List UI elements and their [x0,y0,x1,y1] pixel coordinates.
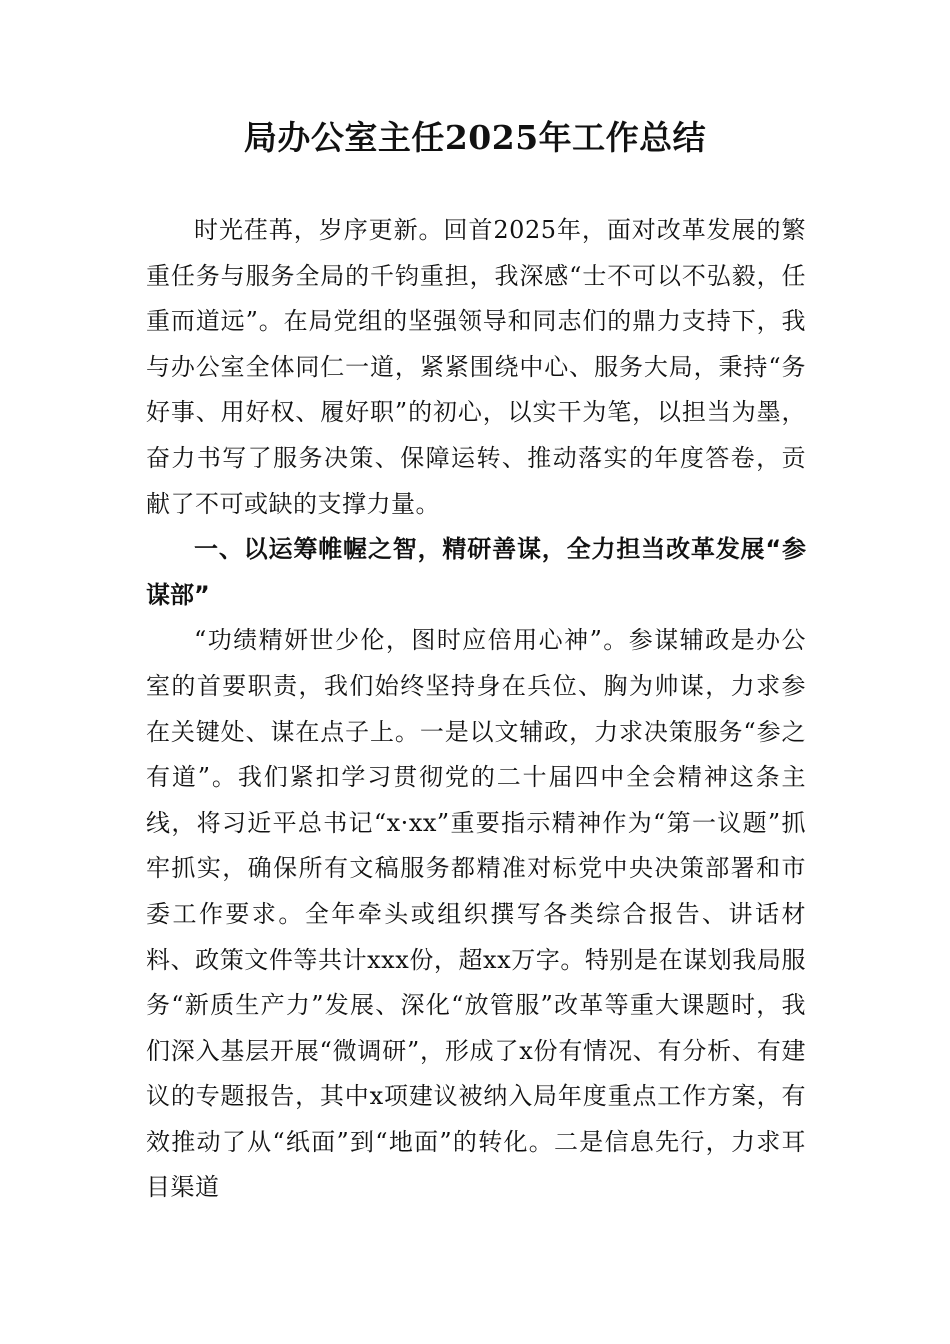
section-heading-1: 一、以运筹帷幄之智，精研善谋，全力担当改革发展“参谋部” [146,535,806,609]
document-title: 局办公室主任2025年工作总结 [243,118,707,157]
section-1-paragraph: “功绩精妍世少伦，图时应倍用心神”。参谋辅政是办公室的首要职责，我们始终坚持身在兵位、胸为帅谋，力求参在关键处、谋在点子上。一是以文辅政，力求决策服务“参之有道”。我们紧扣学习贯彻党的二十届四中全会精神这条主线，将习近平总书记“x·xx”重要指示精神作为“第一议题”抓牢抓实，确保所有文稿服务都精准对标党中央决策部署和市委工作要求。全年牵头或组织撰写各类综合报告、讲话材料、政策文件等共计xxx份，超xx万字。特别是在谋划我局服务“新质生产力”发展、深化“放管服”改革等重大课题时，我们深入基层开展“微调研”，形成了x份有情况、有分析、有建议的专题报告，其中x项建议被纳入局年度重点工作方案，有效推动了从“纸面”到“地面”的转化。二是信息先行，力求耳目渠道 [146,626,806,1202]
intro-paragraph: 时光荏苒，岁序更新。回首2025年，面对改革发展的繁重任务与服务全局的千钧重担，我深感“士不可以不弘毅，任重而道远”。在局党组的坚强领导和同志们的鼎力支持下，我与办公室全体同仁一道，紧紧围绕中心、服务大局，秉持“务好事、用好权、履好职”的初心，以实干为笔，以担当为墨，奋力书写了服务决策、保障运转、推动落实的年度答卷，贡献了不可或缺的支撑力量。 [146,216,806,518]
document-body [146,208,806,1211]
